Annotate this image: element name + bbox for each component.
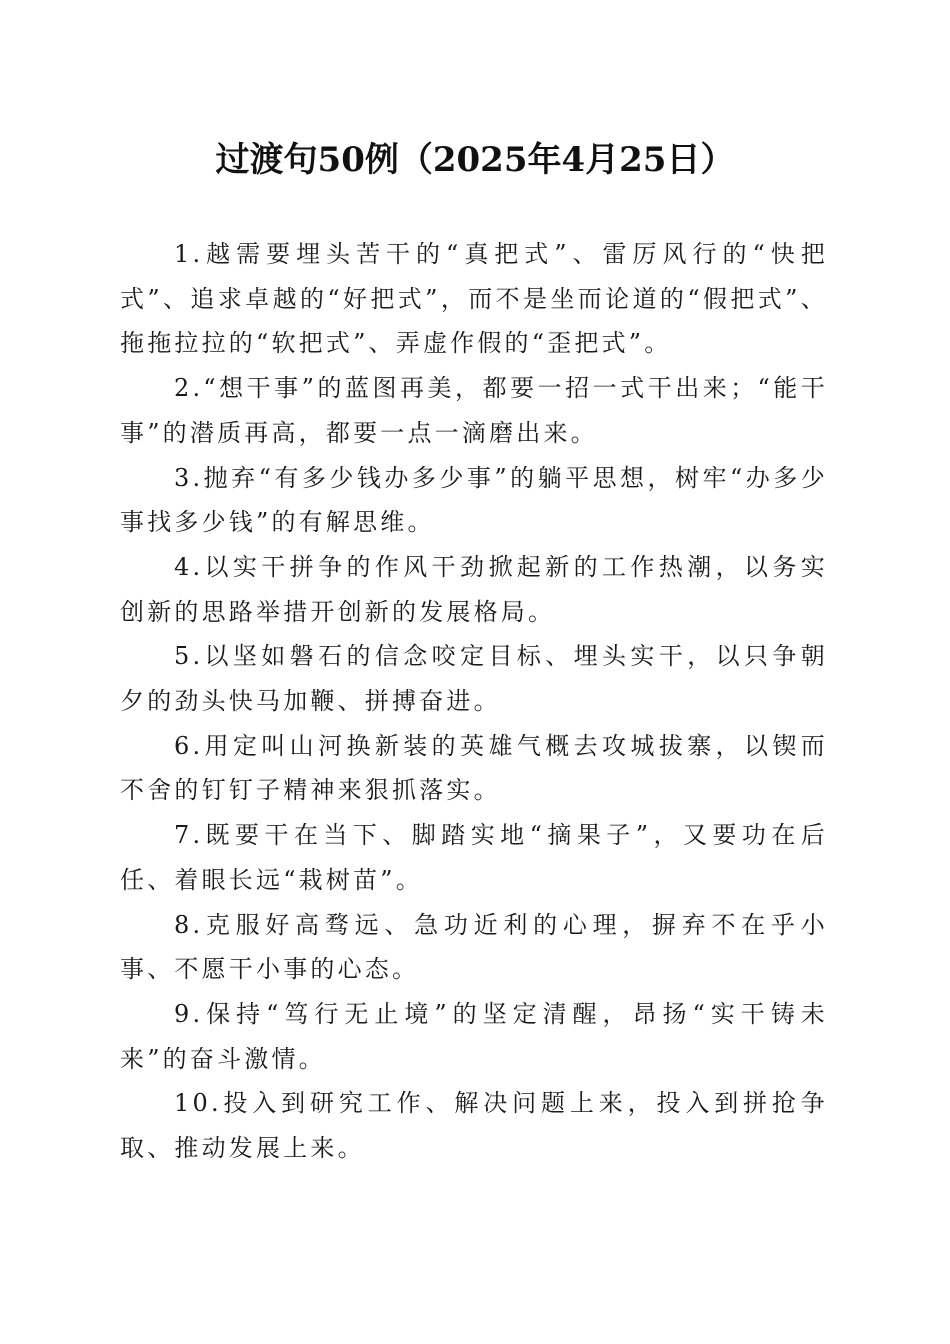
list-item: 2.“想干事”的蓝图再美，都要一招一式干出来；“能干事”的潜质再高，都要一点一滴磨出来。: [120, 374, 828, 447]
list-item: 5.以坚如磐石的信念咬定目标、埋头实干，以只争朝夕的劲头快马加鞭、拼搏奋进。: [120, 642, 828, 716]
list-item: 6.用定叫山河换新装的英雄气概去攻城拔寨，以锲而不舍的钉钉子精神来狠抓落实。: [120, 731, 828, 805]
list-item: 7.既要干在当下、脚踏实地“摘果子”，又要功在后任、着眼长远“栽树苗”。: [120, 821, 828, 894]
document-body: [120, 232, 828, 1171]
document-title: 过渡句50例（2025年4月25日）: [215, 140, 735, 180]
list-item: 10.投入到研究工作、解决问题上来，投入到拼抢争取、推动发展上来。: [120, 1089, 828, 1163]
list-item: 1.越需要埋头苦干的“真把式”、雷厉风行的“快把式”、追求卓越的“好把式”，而不是坐而论道的“假把式”、拖拖拉拉的“软把式”、弄虚作假的“歪把式”。: [120, 240, 828, 358]
list-item: 9.保持“笃行无止境”的坚定清醒，昂扬“实干铸未来”的奋斗激情。: [120, 999, 828, 1073]
list-item: 8.克服好高骛远、急功近利的心理，摒弃不在乎小事、不愿干小事的心态。: [120, 910, 828, 984]
list-item: 4.以实干拼争的作风干劲掀起新的工作热潮，以务实创新的思路举措开创新的发展格局。: [120, 552, 828, 626]
list-item: 3.抛弃“有多少钱办多少事”的躺平思想，树牢“办多少事找多少钱”的有解思维。: [120, 463, 828, 537]
